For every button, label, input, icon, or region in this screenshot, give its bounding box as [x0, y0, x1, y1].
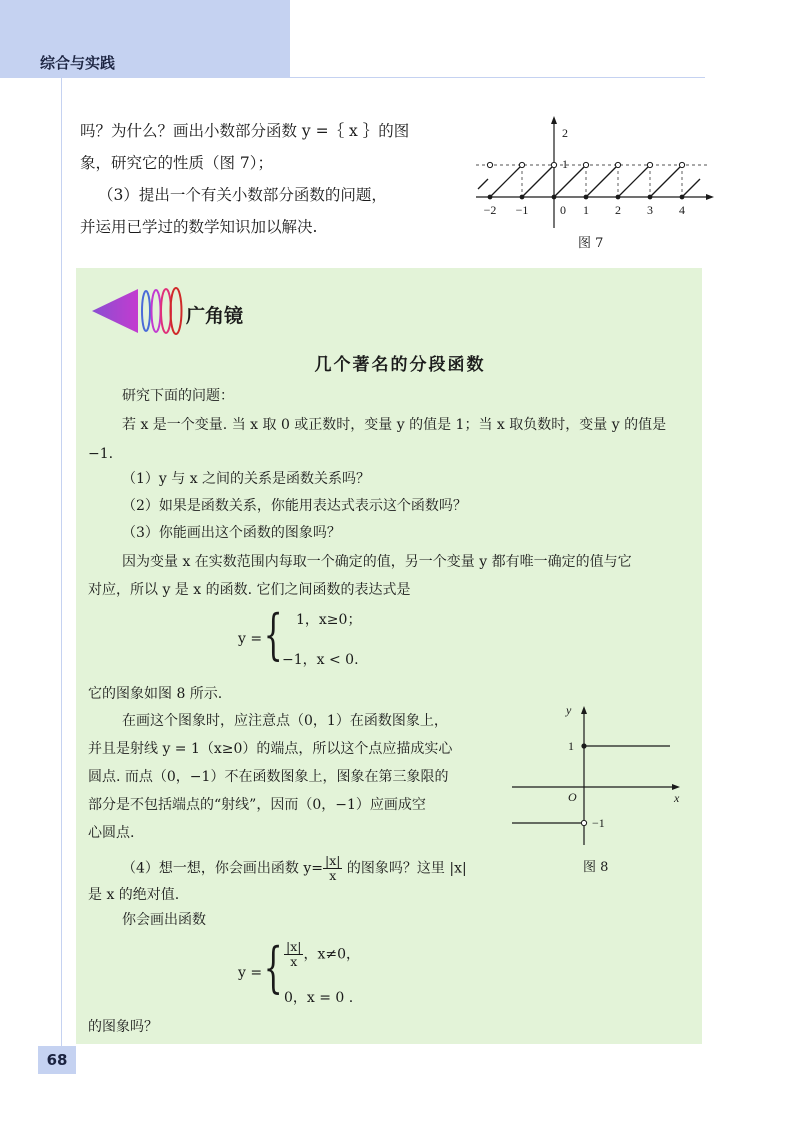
intro-line-4: 并运用已学过的数学知识加以解决. [80, 218, 318, 236]
box-draw-line-3: 圆点. 而点（0，−1）不在函数图象上，图象在第三象限的 [88, 769, 449, 785]
figure-8 [508, 700, 688, 850]
fig7-tick-0: −2 [483, 203, 497, 217]
question-4-suffix: 的图象吗？这里 |x| [342, 860, 467, 877]
intro-line-1: 吗？为什么？画出小数部分函数 y =｛ x ｝的图 [80, 122, 410, 140]
fig8-origin-label: O [568, 790, 577, 804]
box-question-2: （2）如果是函数关系，你能用表达式表示这个函数吗？ [122, 498, 467, 514]
box-end-question: 的图象吗？ [88, 1019, 158, 1035]
section-label: 广角镜 [186, 305, 244, 327]
article-title: 几个著名的分段函数 [314, 355, 486, 375]
formula-2-numerator: |x| [286, 939, 302, 954]
formula-2-fraction [284, 940, 303, 969]
formula-1-brace: { [263, 603, 283, 666]
fig7-y-label-2: 2 [562, 126, 568, 140]
fig8-y-tick-neg-1: −1 [592, 816, 605, 830]
formula-1-case-2: −1，x < 0. [282, 652, 359, 668]
box-draw-line-4: 部分是不包括端点的“射线”，因而（0，−1）应画成空 [88, 797, 426, 813]
box-question-4-line-2: 是 x 的绝对值. [88, 887, 180, 903]
fig8-y-axis-label: y [566, 703, 572, 717]
fig7-tick-1: −1 [515, 203, 529, 217]
box-question-4 [122, 854, 467, 883]
box-graph-ref: 它的图象如图 8 所示. [88, 686, 223, 702]
formula-2-lhs: y = [238, 965, 263, 981]
box-if-line-2: −1. [88, 446, 114, 462]
formula-2-case-1 [284, 940, 360, 969]
box-draw-line-1: 在画这个图象时，应注意点（0，1）在函数图象上， [122, 713, 448, 729]
box-because-line-2: 对应，所以 y 是 x 的函数. 它们之间函数的表达式是 [88, 582, 411, 598]
wide-angle-icon [90, 285, 185, 337]
fig7-tick-2: 0 [560, 203, 566, 217]
fraction-numerator: |x| [325, 853, 341, 868]
figure-7 [470, 110, 720, 230]
fig7-tick-5: 3 [647, 203, 653, 217]
formula-1-case-1: 1，x≥0； [296, 612, 362, 628]
fraction-denominator: x [329, 868, 337, 883]
box-because-line-1: 因为变量 x 在实数范围内每取一个确定的值，另一个变量 y 都有唯一确定的值与它 [122, 554, 632, 570]
fig8-y-tick-1: 1 [568, 739, 574, 753]
box-question-3: （3）你能画出这个函数的图象吗？ [122, 525, 341, 541]
box-if-line-1: 若 x 是一个变量. 当 x 取 0 或正数时，变量 y 的值是 1；当 x 取负数时，变量 y 的值是 [122, 417, 667, 433]
box-draw-line-5: 心圆点. [88, 825, 135, 841]
page-number: 68 [38, 1046, 76, 1074]
formula-1-lhs: y = [238, 631, 263, 647]
box-can-draw: 你会画出函数 [122, 912, 206, 928]
box-question-1: （1）y 与 x 之间的关系是函数关系吗？ [122, 471, 371, 487]
formula-2-denominator: x [290, 954, 298, 969]
intro-line-2: 象，研究它的性质（图 7）； [80, 154, 274, 172]
box-draw-line-2: 并且是射线 y = 1（x≥0）的端点，所以这个点应描成实心 [88, 741, 453, 757]
question-4-prefix: （4）想一想，你会画出函数 y= [122, 860, 323, 877]
figure-8-caption: 图 8 [583, 860, 609, 875]
box-study: 研究下面的问题： [122, 388, 234, 404]
fig7-tick-3: 1 [583, 203, 589, 217]
formula-2-case-1-suffix: ，x≠0， [303, 946, 361, 963]
header-divider [290, 77, 705, 78]
formula-2-case-2: 0，x = 0 . [284, 990, 354, 1006]
intro-line-3: （3）提出一个有关小数部分函数的问题， [98, 186, 387, 204]
fig7-tick-6: 4 [679, 203, 685, 217]
abs-fraction [323, 854, 342, 883]
section-title: 综合与实践 [40, 54, 116, 72]
figure-7-caption: 图 7 [578, 236, 604, 251]
fig7-y-label-1: 1 [562, 157, 568, 171]
fig8-x-axis-label: x [674, 791, 680, 805]
fig7-tick-4: 2 [615, 203, 621, 217]
left-margin-rule [61, 78, 62, 1046]
formula-2-brace: { [263, 936, 283, 999]
